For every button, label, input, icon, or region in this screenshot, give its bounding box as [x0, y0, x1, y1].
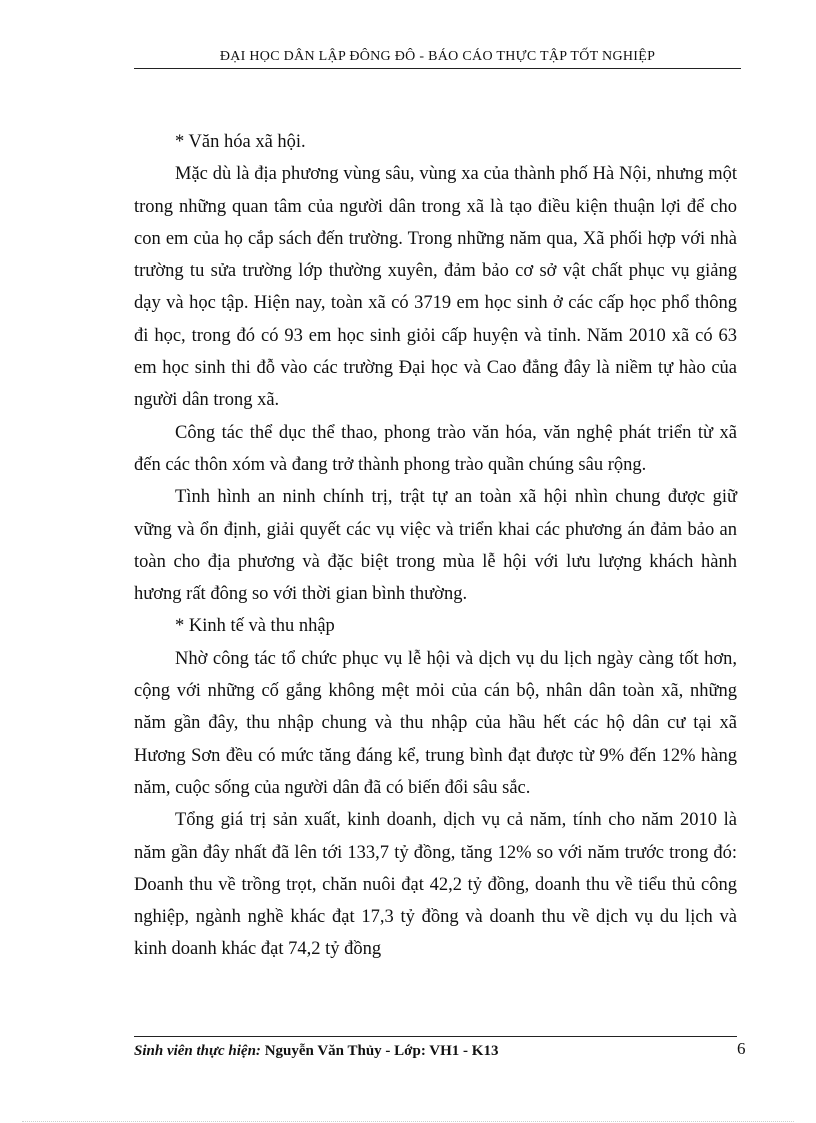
page-footer — [134, 1041, 749, 1061]
paragraph-production-value: Tổng giá trị sản xuất, kinh doanh, dịch vụ cả năm, tính cho năm 2010 là năm gần đây nhất đã lên tới 133,7 tỷ đồng, tăng 12% so với năm trước trong đó: Doanh thu về trồng trọt, chăn nuôi đạt 42,2 tỷ đồng, doanh thu về tiểu thủ công nghiệp, ngành nghề khác đạt 17,3 tỷ đồng và doanh thu về dịch vụ du lịch và kinh doanh khác đạt 74,2 tỷ đồng — [134, 810, 737, 960]
section-heading-culture: * Văn hóa xã hội. — [175, 132, 306, 152]
page-bottom-edge — [22, 1121, 794, 1122]
header-divider — [134, 68, 741, 69]
document-body — [134, 126, 737, 966]
paragraph-education: Mặc dù là địa phương vùng sâu, vùng xa của thành phố Hà Nội, nhưng một trong những quan tâm của người dân trong xã là tạo điều kiện thuận lợi để cho con em của họ cắp sách đến trường. Trong những năm qua, Xã phối hợp với nhà trường tu sửa trường lớp thường xuyên, đảm bảo cơ sở vật chất phục vụ giảng dạy và học tập. Hiện nay, toàn xã có 3719 em học sinh ở các cấp học phổ thông đi học, trong đó có 93 em học sinh giỏi cấp huyện và tỉnh. Năm 2010 xã có 63 em học sinh thi đỗ vào các trường Đại học và Cao đẳng đây là niềm tự hào của người dân trong xã. — [134, 164, 737, 411]
paragraph-income: Nhờ công tác tổ chức phục vụ lễ hội và dịch vụ du lịch ngày càng tốt hơn, cộng với những cố gắng không mệt mỏi của cán bộ, nhân dân toàn xã, những năm gần đây, thu nhập chung và thu nhập của hầu hết các hộ dân cư tại xã Hương Sơn đều có mức tăng đáng kể, trung bình đạt được từ 9% đến 12% hàng năm, cuộc sống của người dân đã có biến đổi sâu sắc. — [134, 648, 737, 798]
footer-student-info: Nguyễn Văn Thủy - Lớp: VH1 - K13 — [260, 1043, 499, 1059]
footer-divider — [134, 1036, 737, 1037]
footer-label: Sinh viên thực hiện: — [134, 1043, 261, 1059]
page-header-title: ĐẠI HỌC DÂN LẬP ĐÔNG ĐÔ - BÁO CÁO THỰC TẬP TỐT NGHIỆP — [219, 49, 656, 64]
section-heading-economy: * Kinh tế và thu nhập — [175, 616, 335, 637]
paragraph-security: Tình hình an ninh chính trị, trật tự an toàn xã hội nhìn chung được giữ vững và ổn định, giải quyết các vụ việc và triển khai các phương án đảm bảo an toàn cho địa phương và đặc biệt trong mùa lễ hội với lưu lượng khách hành hương rất đông so với thời gian bình thường. — [134, 487, 737, 605]
page-number: 6 — [737, 1039, 746, 1058]
paragraph-sports-culture: Công tác thể dục thể thao, phong trào văn hóa, văn nghệ phát triển từ xã đến các thôn xóm và đang trở thành phong trào quần chúng sâu rộng. — [134, 422, 737, 475]
